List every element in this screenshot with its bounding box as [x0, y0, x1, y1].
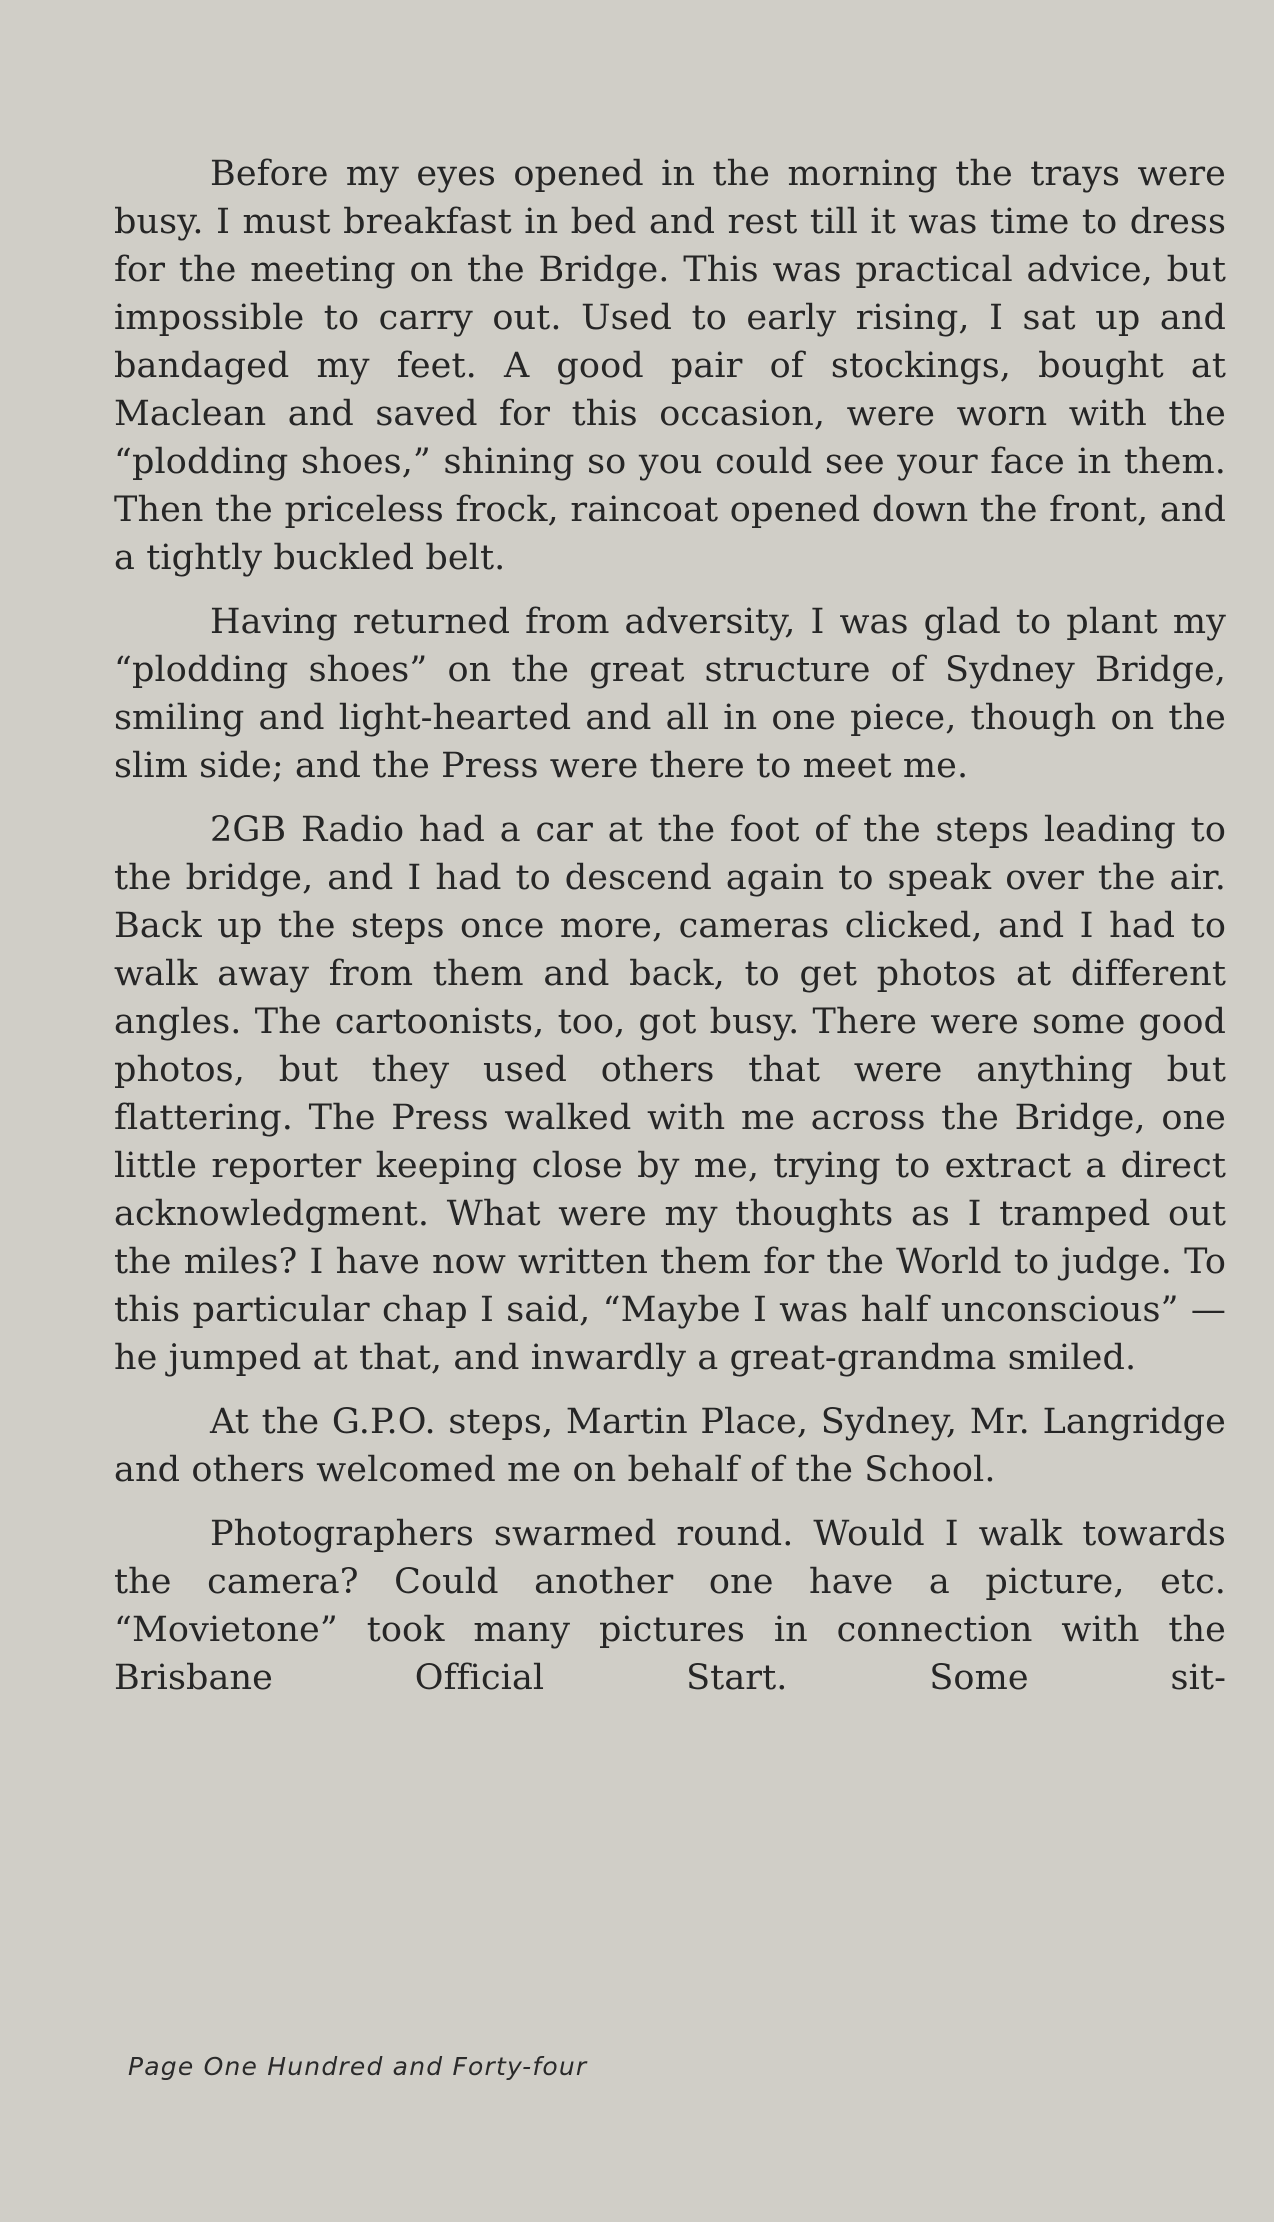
- paragraph-radio-and-press: 2GB Radio had a car at the foot of the steps leading to the bridge, and I had to descend again to speak over the air. Back up the steps once more, cameras clicked, and I had to walk away from them and back, to get photos at different angles. The cartoonists, too, got busy. There were some good photos, but they used others that were anything but flattering. The Press walked with me across the Bridge, one little reporter keeping close by me, trying to extract a direct acknowledgment. What were my thoughts as I tramped out the miles? I have now written them for the World to judge. To this particular chap I said, “Maybe I was half unconscious” —he jumped at that, and inwardly a great-grandma smiled.: [114, 810, 1226, 1378]
- paragraph-photographers: Photographers swarmed round. Would I walk towards the camera? Could another one have a picture, etc. “Movietone” took many pictures in connection with the Brisbane Official Start. Some sit-: [114, 1514, 1226, 1698]
- paragraph-gpo-welcome: At the G.P.O. steps, Martin Place, Sydney, Mr. Langridge and others welcomed me on behalf of the School.: [114, 1402, 1226, 1490]
- paragraph-morning-preparation: Before my eyes opened in the morning the trays were busy. I must breakfast in bed and rest till it was time to dress for the meeting on the Bridge. This was practical advice, but impossible to carry out. Used to early rising, I sat up and bandaged my feet. A good pair of stockings, bought at Maclean and saved for this occasion, were worn with the “plodding shoes,” shining so you could see your face in them. Then the priceless frock, raincoat opened down the front, and a tightly buckled belt.: [114, 154, 1226, 578]
- body-text: [114, 150, 1226, 1718]
- page-number-footer: Page One Hundred and Forty-four: [128, 2052, 588, 2081]
- paragraph-sydney-bridge: Having returned from adversity, I was glad to plant my “plodding shoes” on the great structure of Sydney Bridge, smiling and light-hearted and all in one piece, though on the slim side; and the Press were there to meet me.: [114, 602, 1226, 786]
